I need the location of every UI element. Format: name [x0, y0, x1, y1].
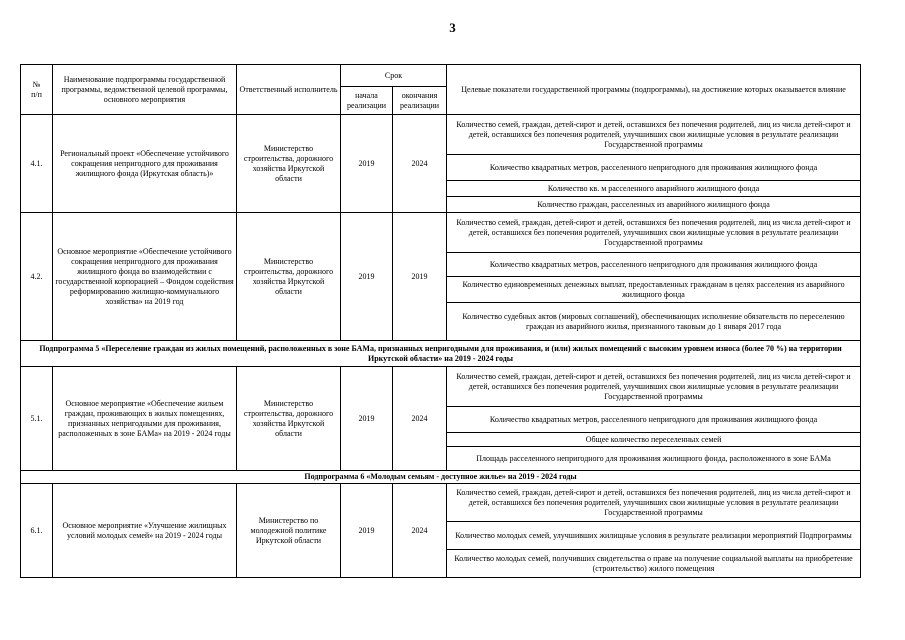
- row-num: 4.2.: [21, 213, 53, 341]
- row-responsible: Министерство по молодежной политике Иркутской области: [237, 484, 341, 578]
- row-start: 2019: [341, 484, 393, 578]
- indicator: Количество молодых семей, получивших свидетельства о праве на получение социальной выплаты на приобретение (строительство) жилого помещения: [447, 550, 861, 578]
- row-responsible: Министерство строительства, дорожного хозяйства Иркутской области: [237, 213, 341, 341]
- row-name: Региональный проект «Обеспечение устойчивого сокращения непригодного для проживания жилищного фонда (Иркутская область)»: [53, 115, 237, 213]
- header-name: Наименование подпрограммы государственной программы, ведомственной целевой программы, основного мероприятия: [53, 65, 237, 115]
- row-name: Основное мероприятие «Улучшение жилищных условий молодых семей» на 2019 - 2024 годы: [53, 484, 237, 578]
- row-responsible: Министерство строительства, дорожного хозяйства Иркутской области: [237, 115, 341, 213]
- indicator: Количество граждан, расселенных из аварийного жилищного фонда: [447, 197, 861, 213]
- row-start: 2019: [341, 115, 393, 213]
- indicator: Количество квадратных метров, расселенного непригодного для проживания жилищного фонда: [447, 253, 861, 277]
- indicator: Общее количество переселенных семей: [447, 433, 861, 447]
- header-indicators: Целевые показатели государственной программы (подпрограммы), на достижение которых оказывается влияние: [447, 65, 861, 115]
- header-start: начала реализации: [341, 87, 393, 115]
- row-start: 2019: [341, 367, 393, 471]
- row-name: Основное мероприятие «Обеспечение устойчивого сокращения непригодного для проживания жилищного фонда во взаимодействии с государственной корпорацией – Фондом содействия реформированию жилищно-коммунального хозяйства» на 2019 год: [53, 213, 237, 341]
- row-name: Основное мероприятие «Обеспечение жильем граждан, проживающих в жилых помещениях, признанных непригодными для проживания, расположенных в зоне БАМа» на 2019 - 2024 годы: [53, 367, 237, 471]
- row-responsible: Министерство строительства, дорожного хозяйства Иркутской области: [237, 367, 341, 471]
- header-num: № п/п: [21, 65, 53, 115]
- indicator: Количество семей, граждан, детей-сирот и детей, оставшихся без попечения родителей, лиц из числа детей-сирот и детей, оставшихся без попечения родителей, улучшивших свои жилищные условия в результате реализации Государственной программы: [447, 115, 861, 155]
- section-5-title: Подпрограмма 5 «Переселение граждан из жилых помещений, расположенных в зоне БАМа, признанных непригодными для проживания, и (или) жилых помещений с высоким уровнем износа (более 70 %) на территории Иркутской области» на 2019 - 2024 годы: [21, 341, 861, 367]
- row-num: 6.1.: [21, 484, 53, 578]
- row-end: 2024: [393, 115, 447, 213]
- indicator: Количество кв. м расселенного аварийного жилищного фонда: [447, 181, 861, 197]
- section-6-title: Подпрограмма 6 «Молодым семьям - доступное жилье» на 2019 - 2024 годы: [21, 471, 861, 484]
- row-start: 2019: [341, 213, 393, 341]
- indicator: Количество семей, граждан, детей-сирот и детей, оставшихся без попечения родителей, лиц из числа детей-сирот и детей, оставшихся без попечения родителей, улучшивших свои жилищные условия в результате реализации Государственной программы: [447, 367, 861, 407]
- indicator: Количество молодых семей, улучшивших жилищные условия в результате реализации мероприятий Подпрограммы: [447, 522, 861, 550]
- row-num: 4.1.: [21, 115, 53, 213]
- indicator: Количество квадратных метров, расселенного непригодного для проживания жилищного фонда: [447, 407, 861, 433]
- indicator: Количество семей, граждан, детей-сирот и детей, оставшихся без попечения родителей, лиц из числа детей-сирот и детей, оставшихся без попечения родителей, улучшивших свои жилищные условия в результате реализации Государственной программы: [447, 213, 861, 253]
- indicator: Количество семей, граждан, детей-сирот и детей, оставшихся без попечения родителей, лиц из числа детей-сирот и детей, оставшихся без попечения родителей, улучшивших свои жилищные условия в результате реализации Государственной программы: [447, 484, 861, 522]
- program-table: [20, 64, 861, 578]
- header-term: Срок: [341, 65, 447, 87]
- page-number: 3: [449, 20, 456, 35]
- indicator: Площадь расселенного непригодного для проживания жилищного фонда, расположенного в зоне БАМа: [447, 447, 861, 471]
- row-end: 2019: [393, 213, 447, 341]
- row-num: 5.1.: [21, 367, 53, 471]
- header-end: окончания реализации: [393, 87, 447, 115]
- indicator: Количество квадратных метров, расселенного непригодного для проживания жилищного фонда: [447, 155, 861, 181]
- indicator: Количество единовременных денежных выплат, предоставленных гражданам в целях расселения из аварийного жилищного фонда: [447, 277, 861, 303]
- header-responsible: Ответственный исполнитель: [237, 65, 341, 115]
- indicator: Количество судебных актов (мировых соглашений), обеспечивающих исполнение обязательств по переселению граждан из аварийного жилья, признанного таковым до 1 января 2017 года: [447, 303, 861, 341]
- row-end: 2024: [393, 367, 447, 471]
- row-end: 2024: [393, 484, 447, 578]
